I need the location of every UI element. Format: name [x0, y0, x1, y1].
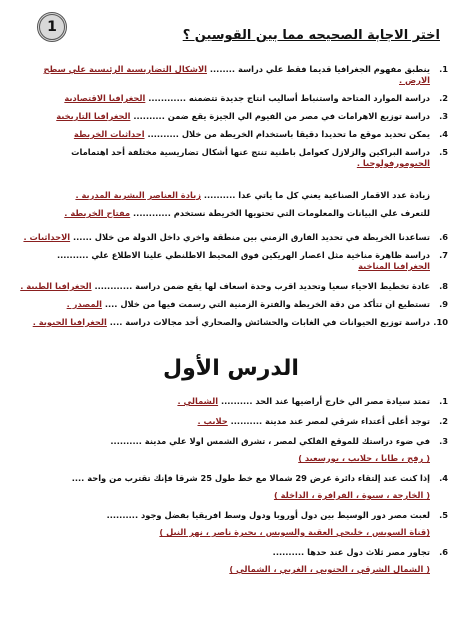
lesson-title: الدرس الأول [163, 356, 299, 381]
question-number: .8 [439, 281, 448, 291]
question-number: .5 [439, 147, 448, 157]
question-text: ينطبق مفهوم الجغرافيا قديما فقط علي دراسة ........ [209, 64, 430, 74]
question-number: .2 [439, 416, 448, 426]
lesson-options-4 [14, 490, 448, 501]
lesson-question-4 [14, 473, 448, 484]
answer-text: الجغرافيا التاريخية [56, 111, 131, 121]
answer-text: الشمالي . [177, 396, 219, 406]
question-text: تجاور مصر ثلاث دول عند حدها .......... [272, 547, 430, 557]
answer-text: الجغرافيا المناخية [358, 261, 430, 271]
question-text: يمكن تحديد موقع ما تحديدا دقيقا باستخدام الخريطة من خلال .......... [147, 129, 430, 139]
question-number: .3 [439, 436, 448, 446]
question-number: .4 [439, 129, 448, 139]
questions-part1b [14, 232, 448, 328]
question-number: .9 [439, 299, 448, 309]
question-text: دراسة الموارد المتاحة واستنباط أساليب انتاج جديدة تتضمنه ............ [148, 93, 430, 103]
question-3 [14, 111, 448, 122]
question-text: للتعرف علي البيانات والمعلومات التي تحتويها الخريطة نستخدم ............ [133, 208, 430, 218]
section-title: اختر الاجابة الصحيحه مما بين القوسين ؟ [182, 28, 440, 43]
answer-text: حلايب . [197, 416, 228, 426]
lesson-options-5 [14, 527, 448, 538]
question-number: .7 [439, 250, 448, 260]
question-text: دراسة ظاهرة مناخية مثل اعصار الهريكين فوق المحيط الاطلنطي علينا الاطلاع علي .......... [56, 250, 430, 260]
question-5 [14, 147, 448, 169]
questions-part2 [14, 396, 448, 575]
question-6 [14, 232, 448, 243]
question-text: في ضوء دراستك للموقع الفلكي لمصر ، تشرق الشمس اولا علي مدينة .......... [110, 436, 430, 446]
answer-text: زيادة العناصر البشرية المدرية . [75, 190, 201, 200]
options-text: ( رفح ، طابا ، حلايب ، بورسعيد ) [298, 453, 430, 463]
question-10 [14, 317, 448, 328]
lesson-question-5 [14, 510, 448, 521]
answer-text: احداثيات الخريطة [73, 129, 145, 139]
question-1 [14, 64, 448, 86]
question-text: تمتد سيادة مصر الي خارج أراضيها عند الحد .......... [220, 396, 430, 406]
answer-text: الجيومورفولوجيا . [356, 158, 430, 168]
question-number: .6 [439, 547, 448, 557]
options-text: ( الخارجة ، سيوة ، الفرافرة ، الداخلة ) [273, 490, 430, 500]
extra-line [14, 208, 448, 219]
answer-text: مفتاح الخريطة . [64, 208, 131, 218]
question-number: .3 [439, 111, 448, 121]
extra-questions [14, 190, 448, 219]
answer-text: الجغرافيا الحيوية . [32, 317, 107, 327]
answer-text: الاحداثيات . [23, 232, 71, 242]
question-number: .6 [439, 232, 448, 242]
lesson-question-2 [14, 416, 448, 427]
question-text: تستطيع ان تتأكد من دقة الخريطة والفترة الزمنية التي رسمت فيها من خلال .... [104, 299, 430, 309]
options-text: ( الشمال الشرقي ، الجنوبي ، الغربي ، الشمالي ) [229, 564, 430, 574]
answer-text: الجغرافيا الطبية . [20, 281, 92, 291]
question-text: عادة تخطيط الاحياء سعيا وتحديد اقرب وحدة اسعاف لها يقع ضمن دراسة ............ [94, 281, 430, 291]
question-text: زيادة عدد الاقمار الصناعية يعني كل ما ياتي عدا .......... [203, 190, 430, 200]
question-8 [14, 281, 448, 292]
question-number: .1 [439, 396, 448, 406]
question-text: لعبت مصر دور الوسيط بين دول أوروبا ودول وسط افريقيا بفضل وجود .......... [106, 510, 430, 520]
question-7 [14, 250, 448, 272]
question-number: .5 [439, 510, 448, 520]
question-text: توجد أعلى أعتداء شرقي لمصر عند مدينة .......... [230, 416, 430, 426]
question-9 [14, 299, 448, 310]
answer-text: الاشكال التضاريسية الرئيسية علي سطح الارض . [43, 64, 430, 85]
lesson-question-6 [14, 547, 448, 558]
questions-part1 [14, 64, 448, 176]
answer-text: المصدر . [66, 299, 102, 309]
question-4 [14, 129, 448, 140]
question-number: .4 [439, 473, 448, 483]
question-text: دراسة توزيع الاهرامات في مصر من الفيوم الي الجيزة يقع ضمن .......... [133, 111, 430, 121]
question-2 [14, 93, 448, 104]
question-number: .10 [433, 317, 448, 327]
question-text: تساعدنا الخريطة في تحديد الفارق الزمني بين منطقة واخري داخل الدولة من خلال ...... [72, 232, 430, 242]
page-number-badge: 1 [37, 12, 67, 42]
question-text: إذا كنت عند إلتقاء دائرة عرض 29 شمالا مع خط طول 25 شرقا فإنك تقترب من واحة .... [71, 473, 430, 483]
extra-line [14, 190, 448, 201]
lesson-options-3 [14, 453, 448, 464]
question-text: دراسة توزيع الحيوانات في الغابات والحشائش والصحاري أحد مجالات دراسة .... [106, 317, 430, 327]
options-text: (قناة السويس ، خليجي العقبة والسويس ، بحيرة ناصر ، نهر النيل ) [159, 527, 430, 537]
lesson-question-3 [14, 436, 448, 447]
lesson-question-1 [14, 396, 448, 407]
question-number: .1 [439, 64, 448, 74]
lesson-options-6 [14, 564, 448, 575]
question-text: دراسة البراكين والزلازل كعوامل باطنية تنتج عنها أشكال تضاريسية مختلفة أحد اهتمامات [71, 147, 430, 157]
answer-text: الجغرافيا الاقتصادية [64, 93, 146, 103]
question-number: .2 [439, 93, 448, 103]
